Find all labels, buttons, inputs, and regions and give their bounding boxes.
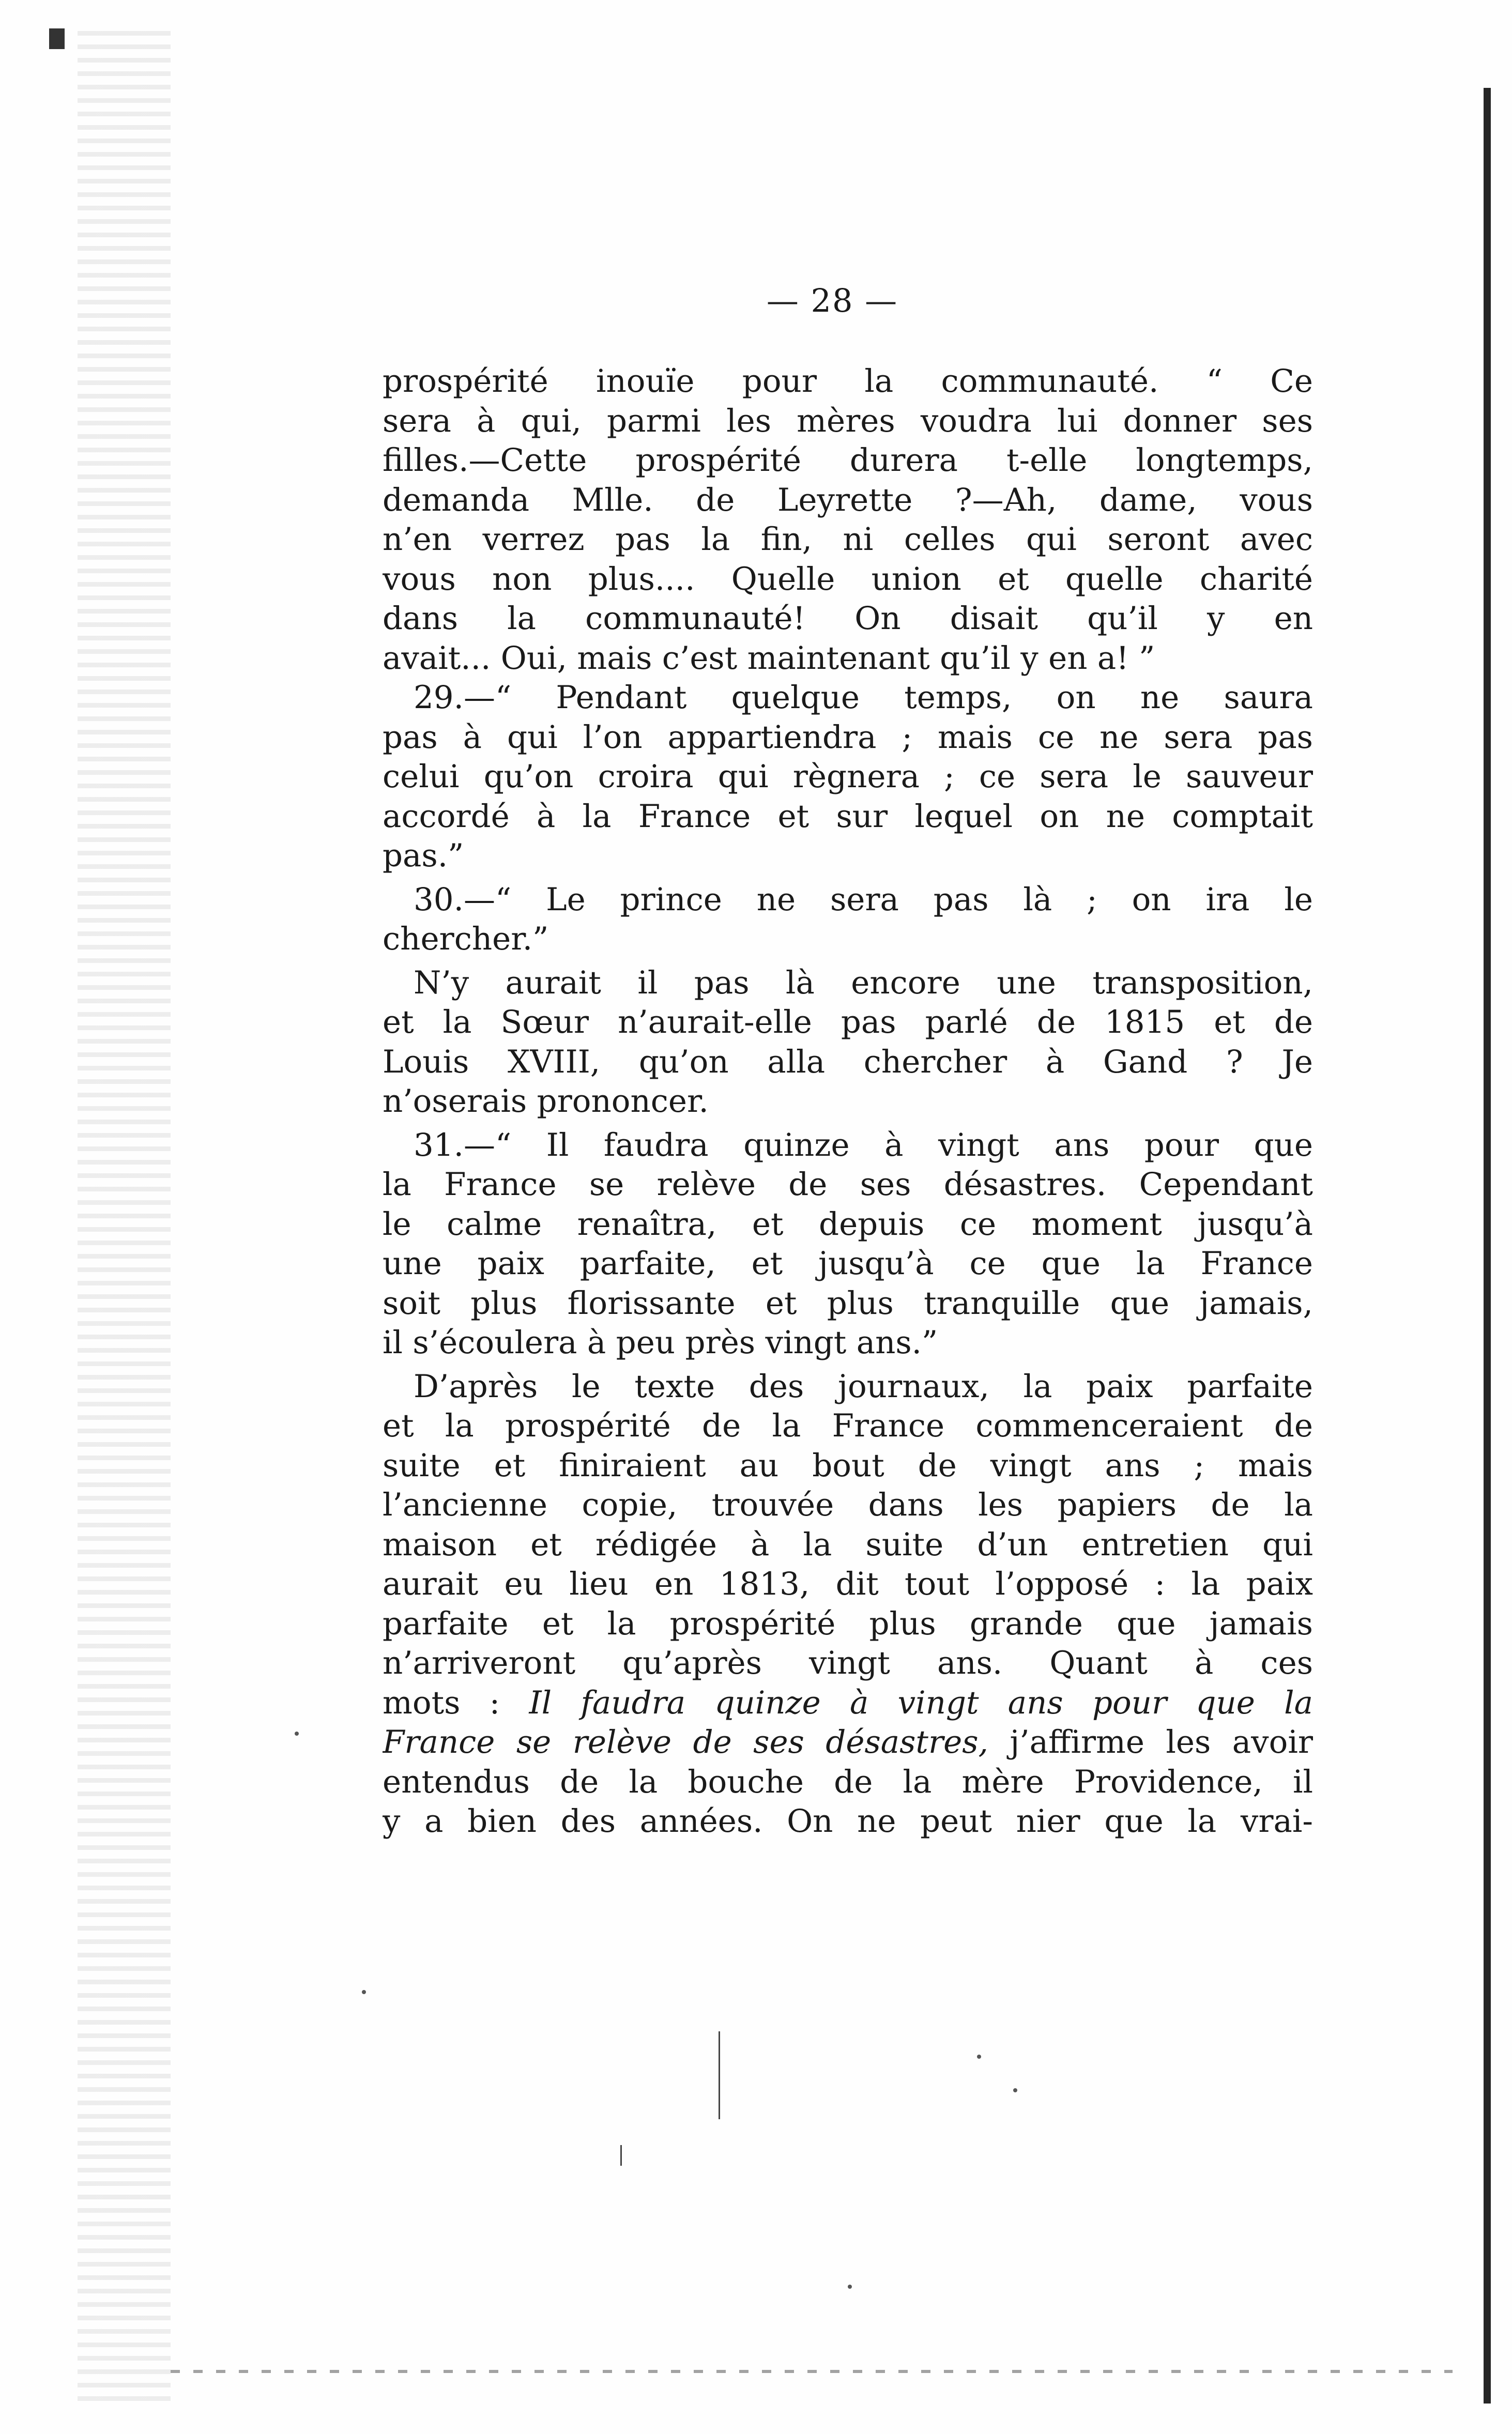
text-line: entendus de la bouche de la mère Providence, il [383,1763,1313,1800]
text-line: n’oserais prononcer. [383,1083,709,1120]
ink-speck [848,2285,852,2289]
text-line-italic-2 [383,1723,1313,1763]
bottom-edge-noise [171,2370,1453,2373]
text-line: sera à qui, parmi les mères voudra lui donner ses [383,402,1313,439]
text-line: pas à qui l’on appartiendra ; mais ce ne sera pas [383,718,1313,756]
ink-stroke [620,2145,622,2166]
text-line: une paix parfaite, et jusqu’à ce que la France [383,1245,1313,1282]
ink-speck [362,1990,366,1994]
italic-quote: Il faudra quinze à vingt ans pour que la [529,1684,1313,1721]
text-line: l’ancienne copie, trouvée dans les papiers de la [383,1487,1313,1523]
ink-speck [295,1732,299,1736]
text-line: N’y aurait il pas là encore une transposition, [414,964,1313,1001]
text-line: avait... Oui, mais c’est maintenant qu’il y en a! ” [383,639,1155,677]
text-line: demanda Mlle. de Leyrette ?—Ah, dame, vous [383,481,1313,518]
italic-prefix: mots : [383,1684,529,1721]
corner-mark [49,28,65,49]
text-line: 30.—“ Le prince ne sera pas là ; on ira le [414,881,1313,918]
text-line: dans la communauté! On disait qu’il y en [383,600,1313,637]
text-line: Louis XVIII, qu’on alla chercher à Gand ? Je [383,1043,1313,1080]
binding-shadow [78,31,171,2409]
text-line: filles.—Cette prospérité durera t-elle longtemps, [383,442,1313,479]
text-line: parfaite et la prospérité plus grande que jamais [383,1605,1313,1642]
italic-quote-cont: France se relève de ses désastres, [383,1724,988,1761]
text-lines-upper [383,362,1313,1683]
text-line: la France se relève de ses désastres. Cependant [383,1166,1313,1203]
text-lines-lower [383,1763,1313,1842]
page-edge-line [1484,88,1491,2404]
text-line: aurait eu lieu en 1813, dit tout l’opposé : la paix [383,1566,1313,1602]
text-line: maison et rédigée à la suite d’un entretien qui [383,1526,1313,1563]
text-line: prospérité inouïe pour la communauté. “ Ce [383,363,1313,400]
text-line: 29.—“ Pendant quelque temps, on ne saura [414,679,1313,716]
page-number: — 28 — [766,282,898,319]
text-line: soit plus florissante et plus tranquille que jamais, [383,1284,1313,1322]
text-line: et la Sœur n’aurait-elle pas parlé de 1815 et de [383,1004,1313,1040]
text-line-italic-1 [383,1683,1313,1723]
text-line: pas.” [383,837,464,874]
text-line: y a bien des années. On ne peut nier que la vrai- [383,1803,1313,1840]
text-line: le calme renaîtra, et depuis ce moment jusqu’à [383,1205,1313,1243]
ink-stroke [719,2031,720,2119]
ink-speck [1013,2088,1017,2092]
text-line: celui qu’on croira qui règnera ; ce sera le sauveur [383,758,1313,795]
text-line: chercher.” [383,921,549,957]
text-line: n’en verrez pas la fin, ni celles qui seront avec [383,521,1313,558]
text-line: et la prospérité de la France commenceraient de [383,1407,1313,1444]
ink-speck [977,2055,981,2059]
text-line: il s’écoulera à peu près vingt ans.” [383,1324,938,1361]
text-line: accordé à la France et sur lequel on ne comptait [383,798,1313,835]
text-line: n’arriveront qu’après vingt ans. Quant à ces [383,1645,1313,1681]
italic-suffix: j’affirme les avoir [988,1724,1313,1761]
text-line: suite et finiraient au bout de vingt ans ; mais [383,1447,1313,1484]
text-line: vous non plus.... Quelle union et quelle charité [383,560,1313,598]
text-line: 31.—“ Il faudra quinze à vingt ans pour que [414,1126,1313,1164]
body-text [383,362,1313,1842]
text-line: D’après le texte des journaux, la paix parfaite [414,1368,1313,1405]
